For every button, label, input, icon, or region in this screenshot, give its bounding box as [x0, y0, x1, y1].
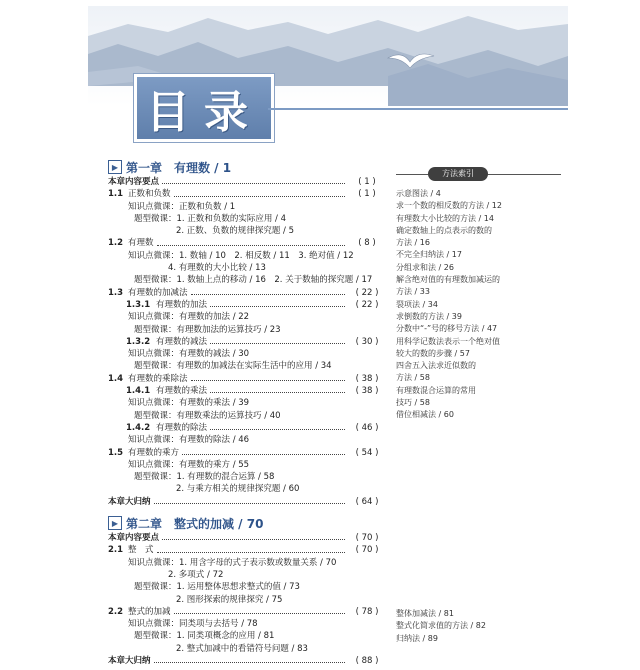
toc-entry-number: 1.4.1: [126, 386, 151, 397]
toc-entry[interactable]: [108, 434, 386, 446]
toc-entry-text: 知识点微课：有理数的加法 / 22: [128, 312, 250, 323]
chapter-title: 第二章 整式的加减 / 70: [126, 516, 264, 531]
leader-dots: [191, 373, 345, 381]
toc-entry-text: 知识点微课：1. 用含字母的式子表示数或数量关系 / 70: [128, 557, 337, 568]
toc-entry-text: 知识点微课：有理数的除法 / 46: [128, 435, 250, 446]
method-index-item[interactable]: 整体加减法 / 81: [396, 609, 454, 618]
toc-entry-page: ( 8 ): [358, 238, 376, 249]
toc-entry-text: 有理数的乘法: [156, 386, 208, 397]
toc-entry-text: 题型微课：1. 运用整体思想求整式的值 / 73: [134, 582, 300, 593]
toc-entry-text: 题型微课：1. 数轴上点的移动 / 16 2. 关于数轴的探究题 / 17: [134, 275, 373, 286]
toc-entry-page: ( 64 ): [355, 496, 379, 507]
toc-entry-number: 1.5: [108, 447, 124, 458]
toc-entry-page: ( 54 ): [355, 447, 379, 458]
toc-entry-number: 1.3.2: [126, 336, 151, 347]
method-index-item[interactable]: 有理数大小比较的方法 / 14: [396, 213, 494, 223]
method-index-item[interactable]: 用科学记数法表示一个绝对值: [396, 336, 500, 346]
method-index-item[interactable]: 借位相减法 / 60: [396, 410, 454, 420]
toc-entry[interactable]: [108, 188, 386, 200]
toc-entry-number: 2.2: [108, 606, 124, 617]
toc-entry-text: 题型微课：有理数的加减法在实际生活中的应用 / 34: [134, 361, 332, 372]
method-index-item[interactable]: 有理数混合运算的常用: [396, 385, 476, 395]
toc-entry[interactable]: [108, 287, 386, 299]
toc-entry-number: 2.1: [108, 545, 124, 556]
toc-entry-text: 2. 正数、负数的规律探究题 / 5: [176, 226, 294, 237]
toc-entry-text: 有理数的乘方: [128, 447, 180, 458]
toc-entry[interactable]: [108, 594, 386, 606]
toc-entry-page: ( 70 ): [355, 545, 379, 556]
toc-entry-text: 本章内容要点: [108, 177, 160, 187]
toc-entry-page: ( 22 ): [355, 299, 379, 310]
toc-entry[interactable]: [108, 176, 386, 188]
toc-entry[interactable]: [108, 459, 386, 471]
toc-entry-text: 知识点微课：有理数的乘法 / 39: [128, 398, 250, 409]
leader-dots: [174, 188, 345, 196]
toc-entry[interactable]: [108, 496, 386, 508]
toc-entry[interactable]: [108, 299, 386, 311]
page-title: 目录: [146, 87, 262, 138]
toc-entry[interactable]: [108, 643, 386, 655]
toc-entry[interactable]: [108, 581, 386, 593]
toc-entry[interactable]: [108, 274, 386, 286]
toc-entry-text: 题型微课：有理数乘法的运算技巧 / 40: [134, 410, 281, 421]
leader-dots: [210, 299, 345, 307]
toc-entry[interactable]: [108, 655, 386, 667]
leader-dots: [182, 447, 345, 455]
method-index-item[interactable]: 分组求和法 / 26: [396, 262, 454, 272]
toc-entry[interactable]: [108, 373, 386, 385]
method-index-item[interactable]: 四舍五入法求近似数的: [396, 361, 476, 371]
toc-entry[interactable]: [108, 630, 386, 642]
toc-entry-page: ( 30 ): [355, 336, 379, 347]
leader-dots: [162, 532, 345, 540]
toc-entry-number: 1.2: [108, 238, 124, 249]
toc-entry-text: 正数和负数: [128, 189, 171, 200]
toc-entry-number: 1.3: [108, 287, 124, 298]
toc-entry[interactable]: [108, 397, 386, 409]
title-divider: [268, 108, 568, 110]
leader-dots: [210, 385, 345, 393]
toc-entry-number: 1.1: [108, 189, 124, 200]
toc-entry[interactable]: [108, 557, 386, 569]
leader-dots: [191, 287, 345, 295]
toc-entry-text: 2. 与乘方相关的规律探究题 / 60: [176, 484, 300, 495]
method-index-title: 方法索引: [428, 167, 488, 181]
leader-dots: [210, 336, 345, 344]
method-index-item[interactable]: 分数中“-”号的移号方法 / 47: [396, 324, 498, 334]
toc-entry-text: 有理数的加减法: [128, 287, 188, 298]
title-banner: [134, 74, 274, 142]
toc-entry[interactable]: [108, 385, 386, 397]
chapter-arrow-icon: ▶: [108, 160, 122, 174]
leader-dots: [157, 237, 345, 245]
toc-entry-text: 题型微课：1. 同类项概念的应用 / 81: [134, 631, 275, 642]
toc-entry-text: 有理数的乘除法: [128, 373, 188, 384]
method-index-item[interactable]: 确定数轴上的点表示的数的: [396, 225, 492, 235]
leader-dots: [157, 544, 345, 552]
toc-entry[interactable]: [108, 348, 386, 360]
chapter-title: 第一章 有理数 / 1: [126, 160, 232, 175]
toc-entry-text: 知识点微课：同类项与去括号 / 78: [128, 619, 258, 630]
toc-entry[interactable]: [108, 618, 386, 630]
toc-entry[interactable]: [108, 606, 386, 618]
method-index-list-2: [396, 608, 561, 645]
method-index-item[interactable]: 方法 / 58: [396, 373, 430, 383]
toc-entry-page: ( 1 ): [358, 189, 376, 200]
toc-entry[interactable]: [108, 483, 386, 495]
method-index-sidebar: [396, 166, 561, 422]
toc-entry-text: 本章大归纳: [108, 496, 151, 507]
toc-entry[interactable]: [108, 324, 386, 336]
toc-entry[interactable]: [108, 410, 386, 422]
toc-entry[interactable]: [108, 532, 386, 544]
toc-entry[interactable]: [108, 544, 386, 556]
toc-entry-text: 4. 有理数的大小比较 / 13: [168, 263, 266, 274]
method-index-header: [396, 166, 561, 184]
toc-entry-text: 本章内容要点: [108, 533, 160, 544]
toc-page: [88, 6, 568, 670]
method-index-item[interactable]: 解含绝对值的有理数加减运的: [396, 275, 500, 285]
leader-dots: [154, 655, 345, 663]
toc-entry-text: 题型微课：1. 有理数的混合运算 / 58: [134, 472, 275, 483]
leader-dots: [174, 606, 345, 614]
toc-entry[interactable]: [108, 237, 386, 249]
toc-entry-text: 知识点微课：有理数的减法 / 30: [128, 349, 250, 360]
toc-entry-text: 知识点微课：正数和负数 / 1: [128, 201, 236, 212]
toc-entry-page: ( 78 ): [355, 606, 379, 617]
toc-entry-page: ( 22 ): [355, 287, 379, 298]
table-of-contents: [108, 156, 386, 667]
toc-entry-text: 有理数的加法: [156, 299, 208, 310]
leader-dots: [162, 176, 345, 184]
method-index-item[interactable]: 归纳法 / 89: [396, 633, 438, 643]
toc-entry-text: 有理数的除法: [156, 422, 208, 433]
toc-entry[interactable]: [108, 225, 386, 237]
toc-entry-text: 整 式: [128, 545, 154, 556]
toc-entry-number: 1.4.2: [126, 422, 151, 433]
toc-entry-text: 知识点微课：有理数的乘方 / 55: [128, 459, 250, 470]
method-index-item[interactable]: 较大的数的步骤 / 57: [396, 348, 470, 358]
method-index-item[interactable]: 方法 / 16: [396, 238, 430, 248]
toc-entry-text: 知识点微课：1. 数轴 / 10 2. 相反数 / 11 3. 绝对值 / 12: [128, 250, 354, 261]
toc-entry[interactable]: [108, 250, 386, 262]
toc-entry-text: 2. 多项式 / 72: [168, 569, 224, 580]
toc-entry-text: 2. 图形探索的规律探究 / 75: [176, 594, 283, 605]
method-index-item[interactable]: 裂项法 / 34: [396, 299, 438, 309]
toc-entry-text: 题型微课：有理数加法的运算技巧 / 23: [134, 324, 281, 335]
toc-entry[interactable]: [108, 422, 386, 434]
method-index-item[interactable]: 整式化简求值的方法 / 82: [396, 621, 486, 631]
method-index-item[interactable]: 求倒数的方法 / 39: [396, 311, 462, 321]
method-index-item[interactable]: 求一个数的相反数的方法 / 12: [396, 201, 502, 211]
chapter-heading: [108, 158, 386, 176]
chapter-heading: [108, 514, 386, 532]
toc-entry[interactable]: [108, 447, 386, 459]
chapter-1-entries: [108, 176, 386, 508]
toc-entry-page: ( 46 ): [355, 422, 379, 433]
method-index-item[interactable]: 方法 / 33: [396, 287, 430, 297]
chapter-arrow-icon: ▶: [108, 516, 122, 530]
toc-entry-number: 1.4: [108, 373, 124, 384]
toc-entry-page: ( 38 ): [355, 373, 379, 384]
toc-entry[interactable]: [108, 569, 386, 581]
toc-entry[interactable]: [108, 213, 386, 225]
toc-entry-page: ( 1 ): [358, 177, 376, 187]
leader-dots: [210, 422, 345, 430]
toc-entry-text: 题型微课：1. 正数和负数的实际应用 / 4: [134, 213, 286, 224]
toc-entry[interactable]: [108, 360, 386, 372]
toc-entry-number: 1.3.1: [126, 299, 151, 310]
toc-entry[interactable]: [108, 336, 386, 348]
method-index-item[interactable]: 示意图法 / 4: [396, 189, 441, 198]
method-index-list: [396, 188, 561, 422]
method-index-item[interactable]: 不完全归纳法 / 17: [396, 250, 462, 260]
method-index-item[interactable]: 技巧 / 58: [396, 398, 430, 408]
toc-entry-page: ( 38 ): [355, 386, 379, 397]
toc-entry-text: 整式的加减: [128, 606, 171, 617]
toc-entry-text: 本章大归纳: [108, 655, 151, 666]
toc-entry[interactable]: [108, 471, 386, 483]
toc-entry[interactable]: [108, 262, 386, 274]
toc-entry[interactable]: [108, 201, 386, 213]
leader-dots: [154, 496, 345, 504]
toc-entry-text: 有理数: [128, 238, 154, 249]
toc-entry[interactable]: [108, 311, 386, 323]
toc-entry-page: ( 88 ): [355, 655, 379, 666]
toc-entry-text: 有理数的减法: [156, 336, 208, 347]
toc-entry-text: 2. 整式加减中的看错符号问题 / 83: [176, 643, 308, 654]
toc-entry-page: ( 70 ): [355, 533, 379, 544]
chapter-2-entries: [108, 532, 386, 667]
